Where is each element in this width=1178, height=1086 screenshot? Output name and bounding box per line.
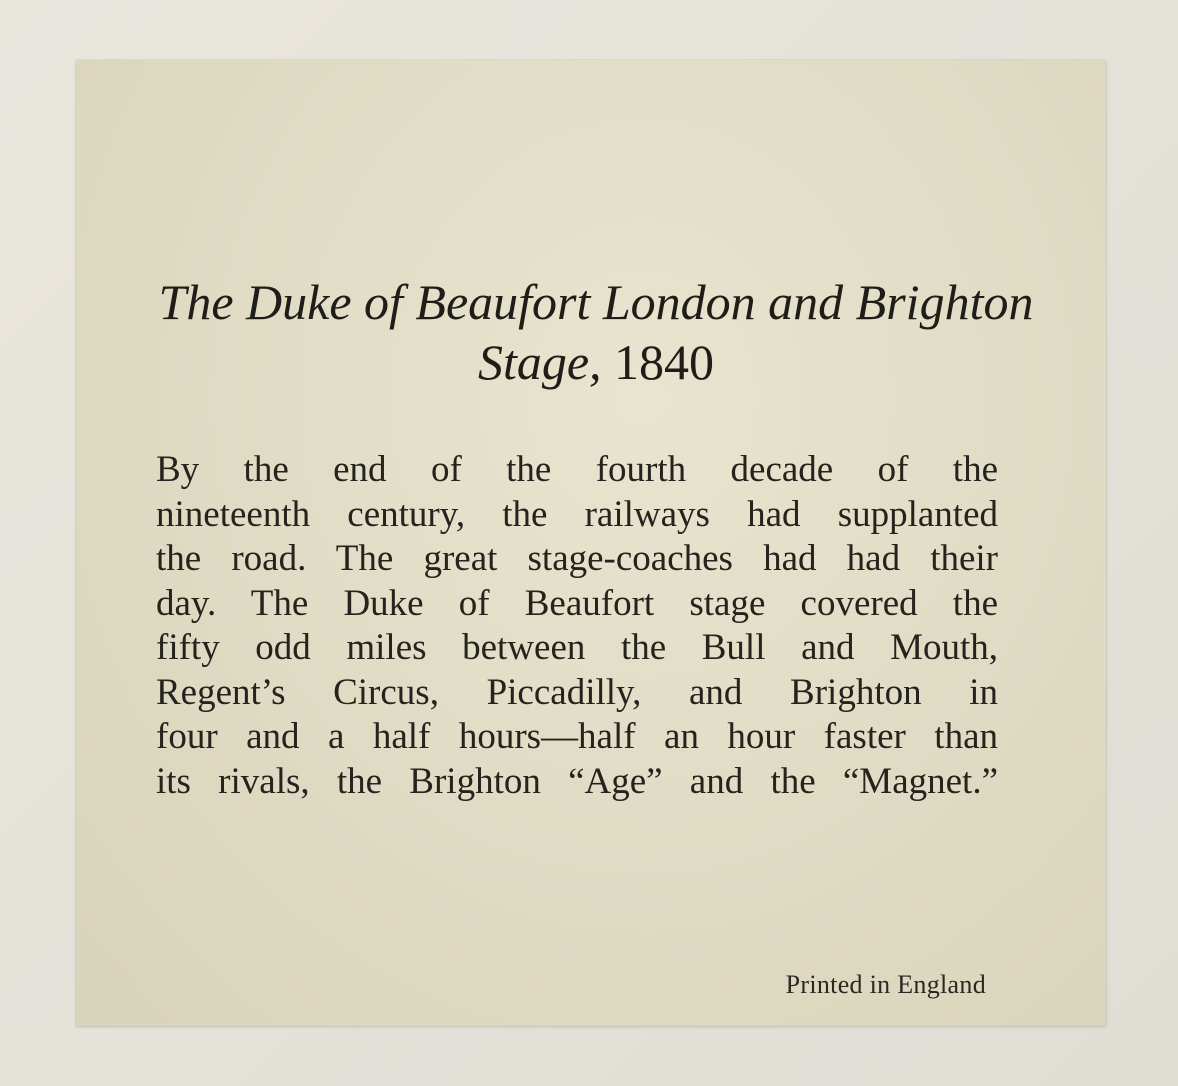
body-line: fifty odd miles between the Bull and Mouth, [156, 627, 998, 668]
caption-title [156, 272, 1036, 392]
printed-in-england-label: Printed in England [785, 970, 986, 999]
body-line: day. The Duke of Beaufort stage covered the [156, 582, 998, 624]
caption-title-year: 1840 [614, 334, 715, 390]
body-line: nineteenth century, the railways had supplanted [156, 493, 998, 535]
body-line: By the end of the fourth decade of the [156, 449, 998, 490]
body-line: four and a half hours—half an hour faster than [156, 716, 998, 757]
caption-card [76, 60, 1106, 1026]
body-line: its rivals, the Brighton “Age” and the “Magnet.” [156, 760, 998, 802]
caption-body [156, 448, 998, 804]
caption-title-text: The Duke of Beaufort London and Brighton Stage, [158, 274, 1034, 390]
body-line: Regent’s Circus, Piccadilly, and Brighton in [156, 671, 998, 713]
body-line: the road. The great stage-coaches had had their [156, 538, 998, 579]
